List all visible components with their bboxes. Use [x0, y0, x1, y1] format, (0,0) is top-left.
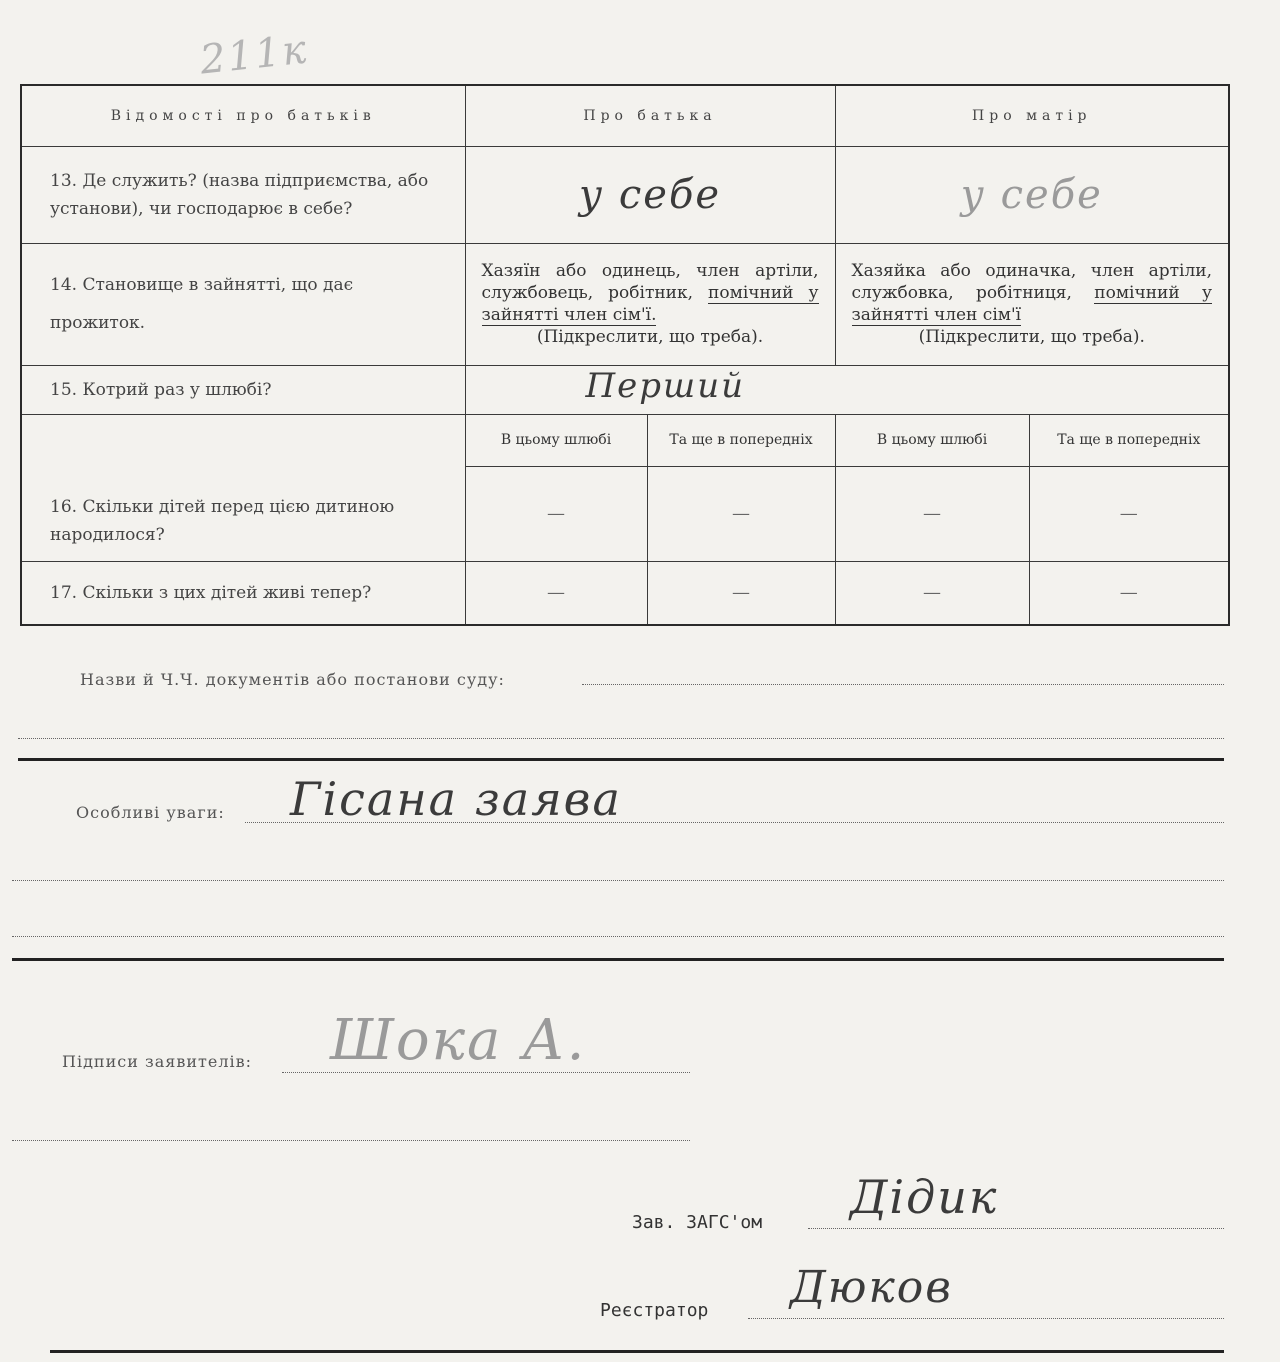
documents-line-1: [582, 684, 1224, 685]
question-13: 13. Де служить? (назва підприємства, або установи), чи господарює в себе?: [21, 147, 465, 244]
remarks-line-3: [12, 936, 1224, 937]
children-born-mother-previous: —: [1029, 466, 1229, 561]
marriage-count-answer: Перший: [465, 365, 1229, 414]
table-header-row: [21, 85, 1229, 147]
applicants-signature: Шока А.: [330, 1008, 587, 1073]
applicants-label: Підписи заявителів:: [62, 1052, 252, 1071]
row-17: [21, 561, 1229, 625]
children-born-mother-this: —: [835, 466, 1029, 561]
children-alive-mother-previous: —: [1029, 561, 1229, 625]
zags-head-label: Зав. ЗАГС'ом: [632, 1212, 763, 1233]
header-about-father: Про батька: [465, 85, 835, 147]
bottom-border: [50, 1350, 1224, 1353]
row-14: [21, 244, 1229, 366]
question-15: 15. Котрий раз у шлюбі?: [21, 365, 465, 414]
children-alive-father-this: —: [465, 561, 647, 625]
registrar-signature: Дюков: [790, 1262, 953, 1313]
zags-head-signature: Дідик: [850, 1170, 999, 1224]
header-parents-info: Відомості про батьків: [21, 85, 465, 147]
remarks-handwritten: Гісана заява: [290, 772, 622, 826]
mother-occupation-options: [835, 244, 1229, 366]
children-alive-mother-this: —: [835, 561, 1029, 625]
documents-line-2: [18, 738, 1224, 739]
remarks-label: Особливі уваги:: [76, 803, 225, 822]
zags-head-line: [808, 1228, 1224, 1229]
remarks-line-2: [12, 880, 1224, 881]
subheader-mother-previous: Та ще в попередніх: [1029, 415, 1229, 467]
row-13: [21, 147, 1229, 244]
question-17: 17. Скільки з цих дітей живі тепер?: [21, 561, 465, 625]
father-options-text: Хазяїн або одинець, член артіли, службовець, робітник,: [481, 261, 819, 304]
father-occupation-options: [465, 244, 835, 366]
remarks-line-1: [245, 822, 1224, 823]
section-divider-1: [18, 758, 1224, 761]
row-15: [21, 365, 1229, 414]
parents-info-table: [20, 84, 1230, 626]
children-alive-father-previous: —: [647, 561, 835, 625]
question-16: 16. Скільки дітей перед цією дитиною народилося?: [21, 415, 465, 561]
subheader-mother-this-marriage: В цьому шлюбі: [835, 415, 1029, 467]
applicants-line-1: [282, 1072, 690, 1073]
registrar-line: [748, 1318, 1224, 1319]
mother-options-underlined: помічний у зайнятті член сім'ї: [851, 283, 1213, 326]
question-14: 14. Становище в зайнятті, що дає прожиток.: [21, 244, 465, 366]
subheader-father-previous: Та ще в попередніх: [647, 415, 835, 467]
subheader-father-this-marriage: В цьому шлюбі: [465, 415, 647, 467]
corner-handwritten-note: 211к: [197, 26, 311, 84]
documents-label: Назви й Ч.Ч. документів або постанови суду:: [80, 670, 505, 689]
applicants-line-2: [12, 1140, 690, 1141]
mother-options-text: Хазяйка або одиначка, член артіли, службовка, робітниця,: [851, 261, 1213, 304]
children-born-father-previous: —: [647, 466, 835, 561]
father-options-note: (Підкреслити, що треба).: [536, 327, 764, 348]
mother-options-note: (Підкреслити, що треба).: [918, 327, 1145, 348]
row-16-subheader: [21, 415, 1229, 467]
registrar-label: Реєстратор: [600, 1300, 709, 1321]
section-divider-2: [12, 958, 1224, 961]
header-about-mother: Про матір: [835, 85, 1229, 147]
mother-workplace-answer: у себе: [835, 147, 1229, 244]
father-options-underlined: помічний у зайнятті член сім'ї.: [481, 283, 819, 326]
children-born-father-this: —: [465, 466, 647, 561]
father-workplace-answer: у себе: [465, 147, 835, 244]
